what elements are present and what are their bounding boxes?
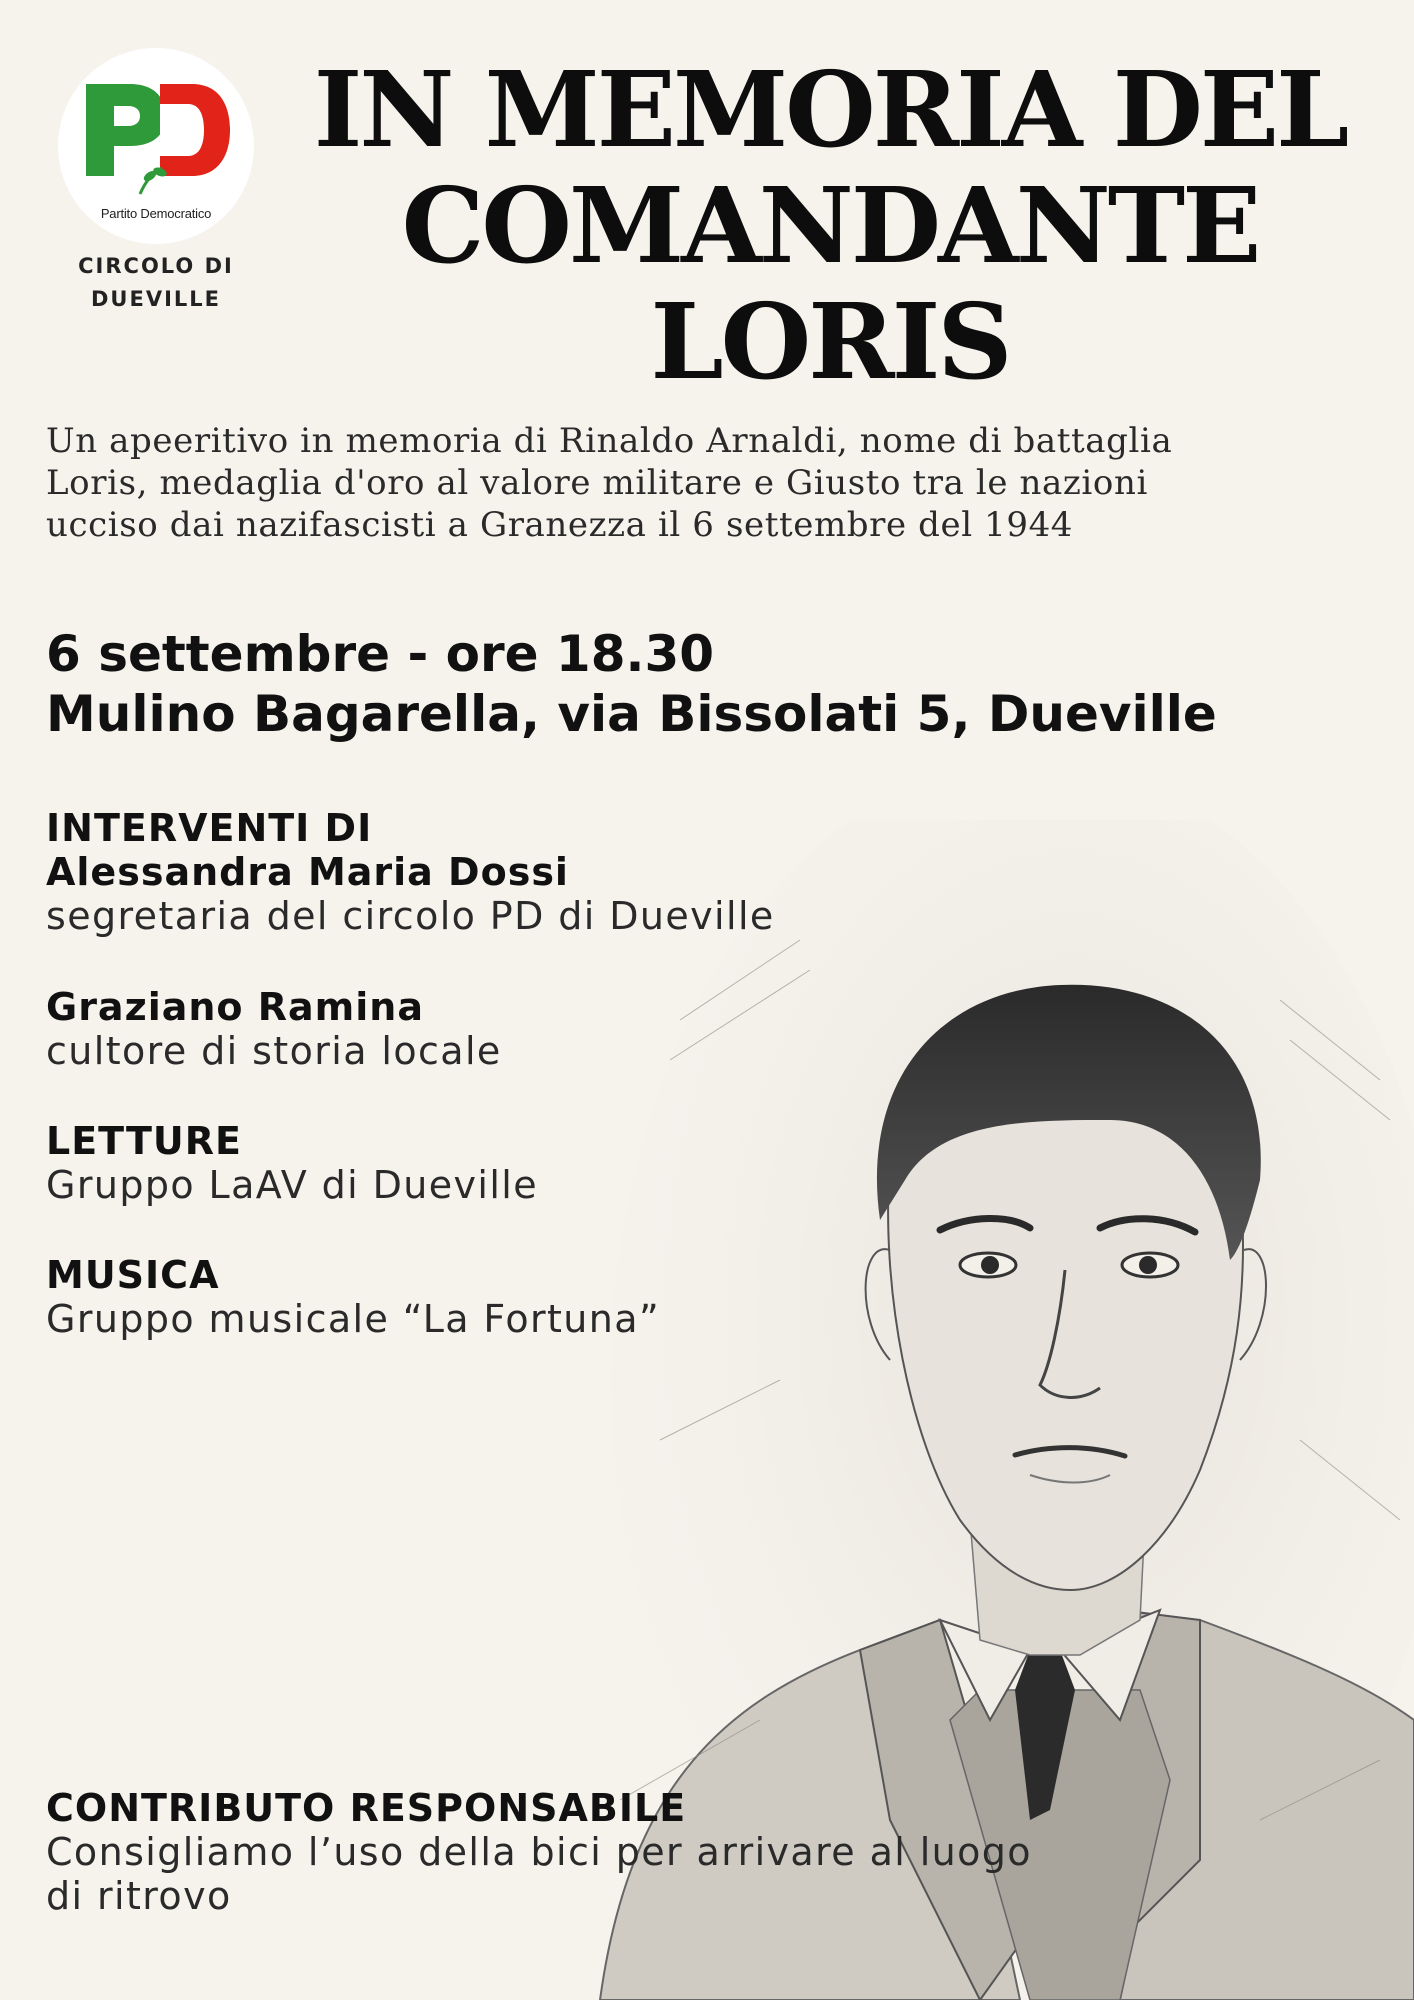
title-line-1: IN MEMORIA DEL <box>313 48 1347 171</box>
speaker2-section <box>46 985 946 1073</box>
speaker2-name: Graziano Ramina <box>46 985 424 1029</box>
contributo-label: CONTRIBUTO RESPONSABILE <box>46 1786 687 1830</box>
letture-text: Gruppo LaAV di Dueville <box>46 1163 539 1207</box>
circolo-label <box>58 250 254 316</box>
intro-line-3: ucciso dai nazifascisti a Granezza il 6 settembre del 1944 <box>46 505 1074 545</box>
intro-line-1: Un apeeritivo in memoria di Rinaldo Arnaldi, nome di battaglia <box>46 421 1173 461</box>
letture-label: LETTURE <box>46 1119 242 1163</box>
letture-section <box>46 1119 946 1207</box>
circolo-line-1: CIRCOLO DI <box>78 254 234 278</box>
event-details <box>46 624 1386 744</box>
speaker1-name: Alessandra Maria Dossi <box>46 850 569 894</box>
intro-text <box>46 420 1386 546</box>
interventi-section <box>46 806 946 938</box>
party-subtitle: Partito Democratico <box>100 206 212 221</box>
interventi-label: INTERVENTI DI <box>46 806 373 850</box>
page-title <box>300 48 1360 403</box>
intro-line-2: Loris, medaglia d'oro al valore militare e Giusto tra le nazioni <box>46 463 1148 503</box>
speaker1-role: segretaria del circolo PD di Dueville <box>46 894 775 938</box>
event-place: Mulino Bagarella, via Bissolati 5, Dueville <box>46 685 1217 743</box>
contributo-line-1: Consigliamo l’uso della bici per arrivare al luogo <box>46 1830 1032 1874</box>
event-datetime: 6 settembre - ore 18.30 <box>46 625 715 683</box>
title-line-2: COMANDANTE <box>401 164 1259 287</box>
pd-emblem-icon <box>80 76 232 196</box>
pd-logo <box>58 48 254 316</box>
musica-section <box>46 1253 946 1341</box>
contributo-section <box>46 1786 1246 1918</box>
speaker2-role: cultore di storia locale <box>46 1029 502 1073</box>
logo-circle <box>58 48 254 244</box>
musica-label: MUSICA <box>46 1253 220 1297</box>
contributo-line-2: di ritrovo <box>46 1874 232 1918</box>
title-line-3: LORIS <box>650 280 1010 403</box>
circolo-line-2: DUEVILLE <box>90 287 221 311</box>
musica-text: Gruppo musicale “La Fortuna” <box>46 1297 661 1341</box>
